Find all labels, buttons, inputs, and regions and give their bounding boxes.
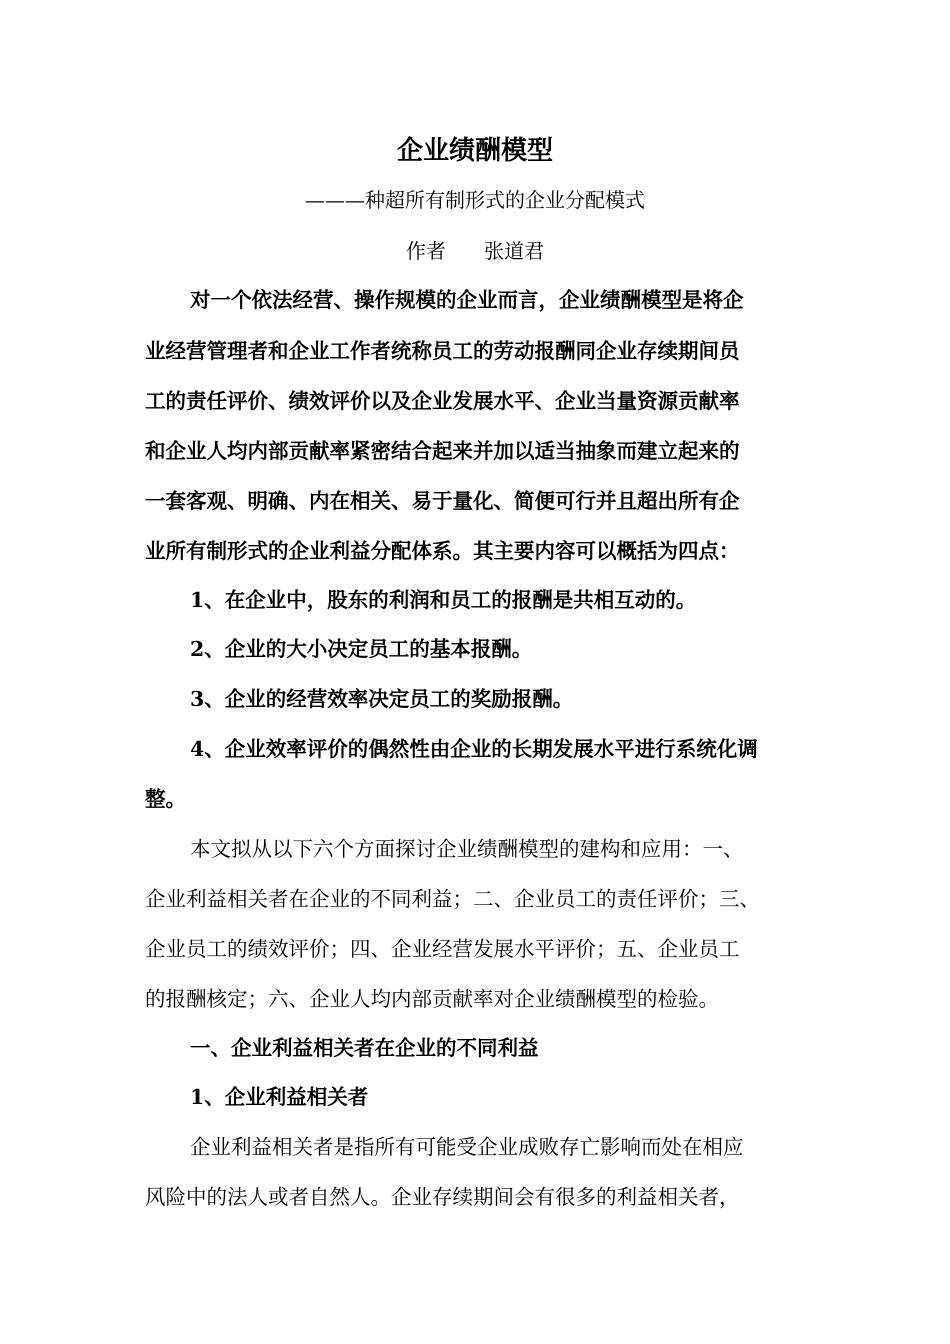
section-heading: 一、企业利益相关者在企业的不同利益 — [190, 1036, 539, 1060]
document-subtitle: ———种超所有制形式的企业分配模式 — [305, 188, 645, 212]
body-line: 工的责任评价、绩效评价以及企业发展水平、企业当量资源贡献率 — [145, 389, 740, 413]
author-line: 作者 张道君 — [405, 239, 545, 263]
document-title: 企业绩酬模型 — [396, 136, 553, 166]
list-item: 2、企业的大小决定员工的基本报酬。 — [190, 637, 533, 661]
body-line: 一套客观、明确、内在相关、易于量化、简便可行并且超出所有企 — [145, 489, 740, 513]
list-item: 4、企业效率评价的偶然性由企业的长期发展水平进行系统化调 — [190, 737, 758, 761]
body-line: 本文拟从以下六个方面探讨企业绩酬模型的建构和应用：一、 — [190, 837, 744, 861]
body-line: 业经营管理者和企业工作者统称员工的劳动报酬同企业存续期间员 — [145, 339, 740, 363]
body-line: 风险中的法人或者自然人。企业存续期间会有很多的利益相关者， — [145, 1185, 740, 1209]
body-line: 企业员工的绩效评价；四、企业经营发展水平评价；五、企业员工 — [145, 937, 740, 961]
body-line: 业所有制形式的企业利益分配体系。其主要内容可以概括为四点： — [145, 539, 740, 563]
list-item: 整。 — [145, 787, 186, 811]
body-line: 企业利益相关者是指所有可能受企业成败存亡影响而处在相应 — [190, 1135, 744, 1159]
list-item: 3、企业的经营效率决定员工的奖励报酬。 — [190, 687, 574, 711]
subsection-heading: 1、企业利益相关者 — [190, 1085, 369, 1109]
body-line: 的报酬核定；六、企业人均内部贡献率对企业绩酬模型的检验。 — [145, 987, 719, 1011]
list-item: 1、在企业中，股东的利润和员工的报酬是共相互动的。 — [190, 588, 697, 612]
body-line: 和企业人均内部贡献率紧密结合起来并加以适当抽象而建立起来的 — [145, 439, 740, 463]
body-line: 对一个依法经营、操作规模的企业而言，企业绩酬模型是将企 — [190, 288, 744, 312]
body-line: 企业利益相关者在企业的不同利益；二、企业员工的责任评价；三、 — [145, 887, 760, 911]
